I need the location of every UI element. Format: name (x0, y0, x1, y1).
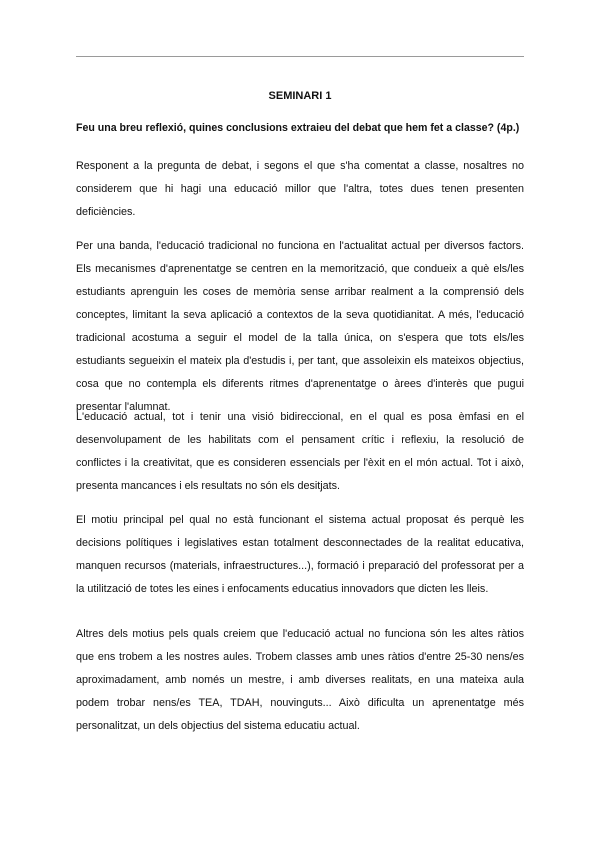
paragraph-line: considerem que hi hagi una educació millor que l'altra, totes dues tenen presenten (76, 183, 524, 195)
paragraph-line: Responent a la pregunta de debat, i segons el que s'ha comentat a classe, nosaltres no (76, 160, 524, 172)
paragraph-line: estudiants segueixin el mateix pla d'estudis i, per tant, que assoleixin els mateixos objectius, (76, 355, 524, 367)
paragraph-line: conceptes, limitant la seva aplicació a contextos de la seva quotidianitat. A més, l'educació (76, 309, 524, 321)
paragraph-line: que ens trobem a les nostres aules. Trobem classes amb unes ràtios d'entre 25-30 nens/es (76, 651, 524, 663)
paragraph-line: El motiu principal pel qual no està funcionant el sistema actual proposat és perquè les (76, 514, 524, 526)
paragraph-line: tradicional acostuma a seguir el model de la talla única, on s'espera que tots els/les (76, 332, 524, 344)
paragraph-4 (76, 512, 524, 604)
paragraph-line: deficiències. (76, 206, 136, 218)
paragraph-line: Per una banda, l'educació tradicional no funciona en l'actualitat actual per diversos factors. (76, 240, 524, 252)
paragraph-2 (76, 238, 524, 422)
paragraph-line: L'educació actual, tot i tenir una visió bidireccional, en el qual es posa èmfasi en el (76, 411, 524, 423)
paragraph-line: conflictes i la creativitat, que es consideren essencials per l'èxit en el món actual. Tot i això, (76, 457, 524, 469)
paragraph-line: Altres dels motius pels quals creiem que l'educació actual no funciona són les altes ràtios (76, 628, 524, 640)
paragraph-line: presenta mancances i els resultats no són els desitjats. (76, 480, 341, 492)
paragraph-line: decisions polítiques i legislatives estan totalment desconnectades de la realitat educativa, (76, 537, 524, 549)
question-heading: Feu una breu reflexió, quines conclusions extraieu del debat que hem fet a classe? (4p.) (76, 122, 520, 134)
paragraph-line: estudiants aprenguin les coses de memòria sense arribar realment a la comprensió dels (76, 286, 524, 298)
paragraph-3 (76, 409, 524, 501)
paragraph-line: cosa que no contempla els diferents ritmes d'aprenentatge o àrees d'interès que pugui (76, 378, 524, 390)
paragraph-line: aproximadament, amb només un mestre, i amb diverses realitats, en una mateixa aula (76, 674, 524, 686)
paragraph-line: manquen recursos (materials, infraestructures...), formació i preparació del professorat per a (76, 560, 524, 572)
paragraph-line: presentar l'alumnat. (76, 401, 171, 413)
header-rule (76, 56, 524, 57)
paragraph-1 (76, 158, 524, 227)
paragraph-line: personalitzat, un dels objectius del sistema educatiu actual. (76, 720, 360, 732)
document-title: SEMINARI 1 (268, 90, 332, 102)
paragraph-line: la utilització de totes les eines i enfocaments educatius innovadors que dicten les lleis. (76, 583, 489, 595)
paragraph-line: desenvolupament de les habilitats com el pensament crític i reflexiu, la resolució de (76, 434, 524, 446)
paragraph-line: podem trobar nens/es TEA, TDAH, nouvinguts... Això dificulta un aprenentatge més (76, 697, 524, 709)
paragraph-5 (76, 626, 524, 741)
paragraph-line: Els mecanismes d'aprenentatge se centren en la memorització, que condueix a què els/les (76, 263, 524, 275)
